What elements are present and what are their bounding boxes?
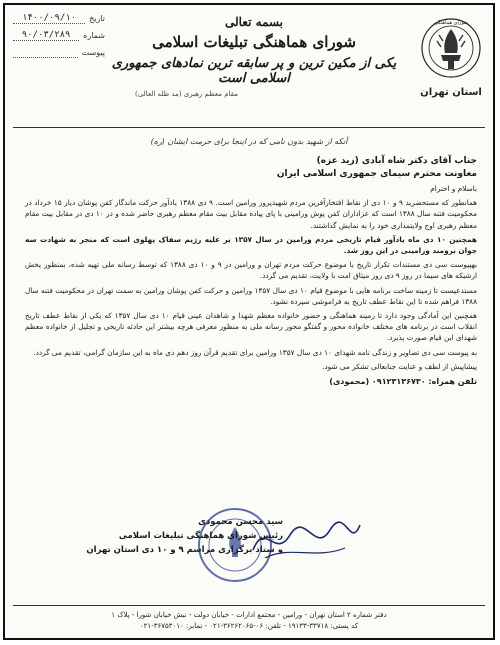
attachment-label: پیوست [81,48,105,57]
paragraph-2: همچنین ۱۰ دی ماه یادآور قیام تاریخی مردم ورامین در سال ۱۳۵۷ بر علیه رژیم سفاک پهلوی است که منجر به شهادت سه جوان برومند ورامینی در این روز شد. [25,234,477,256]
attachment-row [13,47,105,58]
footer-address: دفتر شماره ۲ استان تهران - ورامین - مجتمع ادارات - خیابان دولت - نبش خیابان شورا - پلاک ۱ [111,611,387,619]
letterhead [105,15,403,98]
paragraph-3: بهپیوست سی دی مستندات تکرار تاریخ با موضوع حرکت مردم تهران و ورامین در ۹ و ۱۰ دی ۱۳۸۸ که توسط رسانه ملی تهیه شده، بمنظور پخش ازشبکه های سیما در روز ۹ دی روز میثاق امت با ولایت، تقدیم می گردد. [25,260,477,281]
paragraph-6: به پیوست سی دی تصاویر و زندگی نامه شهدای ۱۰ دی سال ۱۳۵۷ ورامین برای تقدیم قرآن روز دهم دی ماه به این سازمان گرامی، تقدیم می گردد. [33,347,477,357]
letter-page [3,3,495,640]
signer-title-2: و ستاد برگزاری مراسم ۹ و ۱۰ دی استان تهران [86,545,283,555]
letter-intro: آنکه از شهید بدون نامی که در اینجا برای حرمت ایشان (ره) [150,137,348,146]
motto: یکی از مکین ترین و پر سابقه ترین نمادهای جمهوری اسلامی است [111,56,397,86]
footer-contact: کد پستی: ۳۳۷۱۸-۱۹۱۳۳ - تلفن: ۰۶-۳۶۲۶۲۰۶۵-۰۲۱ - نمابر: ۳۶۷۵۳۰۱۰-۰۲۱ [139,622,359,630]
number-value: ۹۰/۰۳/۲۸۹ [13,30,79,41]
province-label: استان تهران [420,87,482,98]
signer-block [83,515,283,557]
number-label: شماره [83,31,105,40]
council-name: شورای هماهنگی تبلیغات اسلامی [152,33,356,51]
date-value: ۱۴۰۰/۰۹/۱۰ [13,13,85,24]
addressee-title: معاونت محترم سیمای جمهوری اسلامی ایران [276,169,477,179]
header-divider [13,127,485,128]
signer-title-1: رئیس شورای هماهنگی تبلیغات اسلامی [118,531,283,541]
number-row [13,30,105,41]
addressee: جناب آقای دکتر شاه آبادی (زید عزه) [316,156,477,166]
emblem-logo-icon [419,15,483,85]
date-label: تاریخ [89,14,105,23]
letter-meta [13,13,105,64]
paragraph-7: پیشاپیش از لطف و عنایت جنابعالی تشکر می شود. [322,361,477,371]
paragraph-4: مستدعیست تا زمینه ساخت برنامه هایی با موضوع قیام ۱۰ دی سال ۱۳۵۷ ورامین و حرکت کفن پوشان ورامین به سمت تهران در محکومیت فتنه سال ۱۳۸۸ فراهم شده تا این نقاط عطف تاریخ به فراموشی سپرده نشود. [25,285,477,306]
paragraph-5: همچنین این آمادگی وجود دارد تا زمینه هماهنگی و حضور خانواده معظم شهدا و شاهدان عینی قیام ۱۰ دی سال ۱۳۵۷ که یکی از نقاط عطف تاریخ انقلاب است در برنامه های مختلف خانواده محور و گفتگو محور رسانه ملی به منظور معرفی هرچه بیشتر این حادثه تاریخی و تجلیل از خانواده معظم شهدای این قیام صورت پذیرد. [25,311,477,343]
signer-name: سید محسن محمودی [198,517,283,527]
basmala: بسمه تعالی [224,15,284,29]
letter-footer [13,605,485,632]
attachment-value [13,47,78,58]
greeting: باسلام و احترام [430,184,477,193]
organization-emblem [419,15,483,111]
date-row [13,13,105,24]
letter-body [25,155,477,387]
motto-attribution: مقام معظم رهبری (مد ظله العالی) [135,90,239,98]
svg-text:شورای هماهنگی: شورای هماهنگی [433,20,469,26]
paragraph-1: همانطور که مستحضرید ۹ و ۱۰ دی از نقاط افتخارآفرین مردم شهیدپرور ورامین است. ۹ دی ۱۳۸۸ یادآور حرکت ماندگار کفن پوشان دیار ۱۵ خرداد در محکومیت فتنه سال ۱۳۸۸ است که عزاداران کفن پوش ورامینی با پای پیاده مقابل بیت مقام معظم رهبری حاضر شده و در ۱۰ دی در مقابل بیت مقام معظم رهبری اوج ولایتمداری خود را به نمایش گذاشتند. [25,198,477,230]
phone-number: تلفن همراه: ۰۹۱۲۳۱۳۶۷۳۰ (محمودی) [329,377,477,387]
